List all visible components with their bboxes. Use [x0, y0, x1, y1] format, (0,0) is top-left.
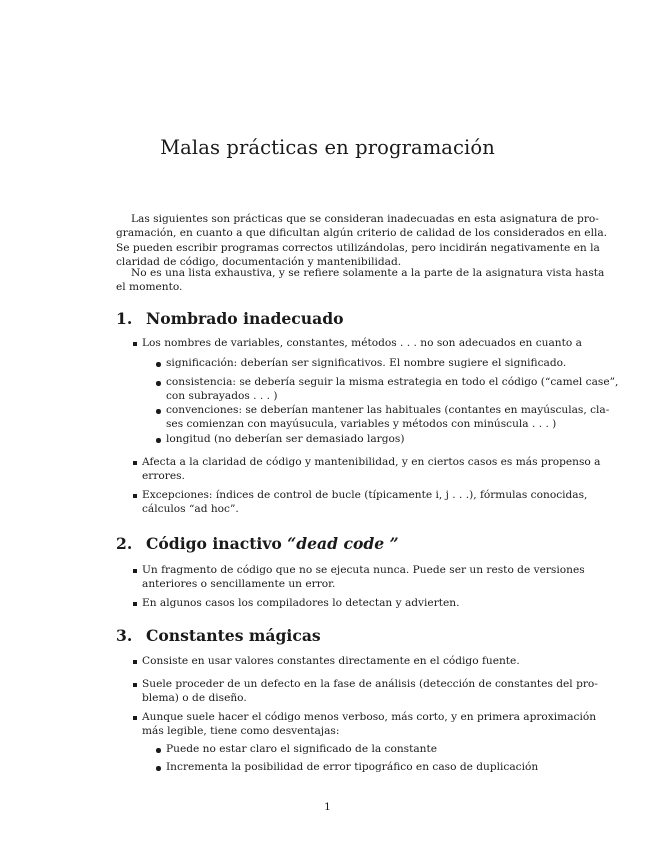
text-line: Aunque suele hacer el código menos verboso, más corto, y en primera aproximación — [142, 711, 597, 723]
sub-list-item — [166, 742, 540, 756]
section-title: Código inactivo — [146, 534, 282, 553]
text-line: Afecta a la claridad de código y mantenibilidad, y en ciertos casos es más propenso a — [142, 456, 601, 468]
sub-list-item — [166, 432, 540, 446]
bullet-square-icon — [133, 569, 137, 573]
text-line: longitud (no deberían ser demasiado largos) — [166, 433, 405, 445]
bullet-dot-icon — [156, 748, 161, 753]
bullet-square-icon — [133, 716, 137, 720]
text-line: Se pueden escribir programas correctos utilizándolas, pero incidirán negativamente en la — [116, 241, 600, 254]
page-number: 1 — [324, 801, 331, 813]
text-line: errores. — [142, 470, 185, 483]
text-line: Suele proceder de un defecto en la fase de análisis (detección de constantes del pro- — [142, 678, 598, 690]
sub-list-item — [166, 760, 540, 774]
intro-paragraph — [116, 212, 608, 269]
list-item — [142, 710, 597, 739]
section-number: 3. — [116, 626, 133, 645]
list-item — [142, 596, 540, 610]
bullet-square-icon — [133, 602, 137, 606]
text-line: Un fragmento de código que no se ejecuta nunca. Puede ser un resto de versiones — [142, 564, 585, 576]
section-title: Constantes mágicas — [146, 626, 321, 645]
sub-list-item — [166, 375, 619, 404]
bullet-square-icon — [133, 342, 137, 346]
bullet-square-icon — [133, 494, 137, 498]
text-line: Consiste en usar valores constantes directamente en el código fuente. — [142, 655, 520, 667]
text-line: el momento. — [116, 281, 183, 294]
text-line: Excepciones: índices de control de bucle (típicamente i, j . . .), fórmulas conocidas, — [142, 489, 588, 501]
bullet-square-icon — [133, 660, 137, 664]
text-line: significación: deberían ser significativos. El nombre sugiere el significado. — [166, 357, 567, 369]
text-line: cálculos “ad hoc”. — [142, 503, 239, 516]
text-line: con subrayados . . . ) — [166, 390, 278, 403]
section-title-emphasis: “dead code ” — [287, 534, 399, 553]
text-line: claridad de código, documentación y mantenibilidad. — [116, 255, 402, 268]
text-line: Los nombres de variables, constantes, métodos . . . no son adecuados en cuanto a — [142, 337, 582, 349]
text-line: Incrementa la posibilidad de error tipográfico en caso de duplicación — [166, 761, 539, 773]
bullet-dot-icon — [156, 766, 161, 771]
list-item — [142, 488, 588, 517]
bullet-square-icon — [133, 461, 137, 465]
page-title: Malas prácticas en programación — [160, 136, 495, 159]
section-heading — [116, 534, 399, 553]
text-line: consistencia: se debería seguir la misma estrategia en todo el código (“camel case”, — [166, 376, 619, 388]
list-item — [142, 455, 601, 484]
sub-list-item — [166, 356, 567, 370]
section-number: 1. — [116, 309, 133, 328]
section-title: Nombrado inadecuado — [146, 309, 344, 328]
text-line: blema) o de diseño. — [142, 692, 247, 705]
text-line: convenciones: se deberían mantener las habituales (contantes en mayúsculas, cla- — [166, 404, 610, 416]
bullet-dot-icon — [156, 409, 161, 414]
bullet-dot-icon — [156, 362, 161, 367]
section-number: 2. — [116, 534, 133, 553]
text-line: En algunos casos los compiladores lo detectan y advierten. — [142, 597, 460, 609]
text-line: más legible, tiene como desventajas: — [142, 725, 340, 738]
text-line: gramación, en cuanto a que dificultan algún criterio de calidad de los considerados en ella. — [116, 227, 608, 240]
intro-paragraph — [116, 266, 605, 295]
text-line: anteriores o sencillamente un error. — [142, 578, 336, 591]
list-item — [142, 654, 540, 668]
list-item — [142, 336, 582, 350]
bullet-square-icon — [133, 683, 137, 687]
text-line: Puede no estar claro el significado de la constante — [166, 743, 438, 755]
section-heading — [116, 626, 321, 645]
bullet-dot-icon — [156, 381, 161, 386]
text-line: No es una lista exhaustiva, y se refiere solamente a la parte de la asignatura vista hasta — [131, 267, 605, 279]
list-item — [142, 677, 598, 706]
text-line: ses comienzan con mayúsucula, variables y métodos con minúscula . . . ) — [166, 418, 557, 431]
section-heading — [116, 309, 344, 328]
sub-list-item — [166, 403, 610, 432]
bullet-dot-icon — [156, 438, 161, 443]
list-item — [142, 563, 585, 592]
text-line: Las siguientes son prácticas que se consideran inadecuadas en esta asignatura de pro- — [131, 213, 599, 225]
